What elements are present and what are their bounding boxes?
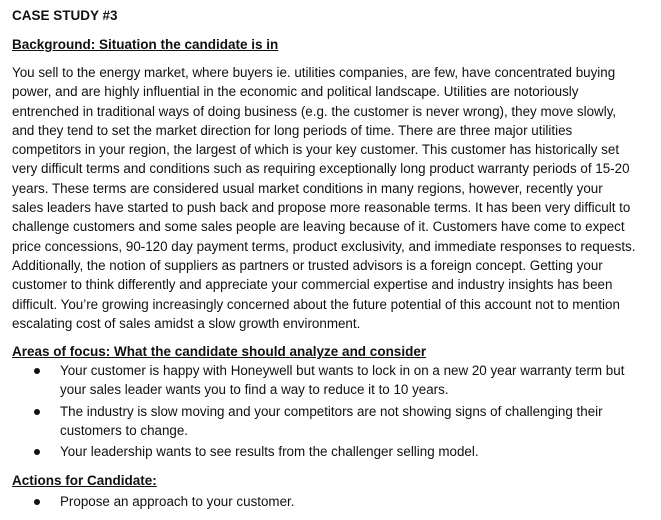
- focus-bullet-item: [12, 402, 637, 441]
- areas-of-focus-list: [12, 361, 637, 461]
- focus-bullet-item: [12, 442, 637, 461]
- bullet-icon: [34, 368, 40, 374]
- background-paragraph: You sell to the energy market, where buyers ie. utilities companies, are few, have concentrated buying power, and are highly influential in the economic and political landscape. Utilities are notoriously entrenched in traditional ways of doing business (e.g. the customer is never wrong), they move slowly, and they tend to set the market direction for long periods of time. There are three major utilities competitors in your region, the largest of which is your key customer. This customer has historically set very difficult terms and conditions such as requiring exceptionally long product warranty periods of 15-20 years. These terms are considered usual market conditions in many regions, however, recently your sales leaders have started to push back and propose more reasonable terms. It has been very difficult to challenge customers and some sales people are leaving because of it. Customers have come to expect price concessions, 90-120 day payment terms, product exclusivity, and immediate responses to requests. Additionally, the notion of suppliers as partners or trusted advisors is a foreign concept. Getting your customer to think differently and appreciate your commercial expertise and industry insights has been difficult. You’re growing increasingly concerned about the future potential of this account not to mention escalating cost of sales amidst a slow growth environment.: [12, 65, 636, 331]
- bullet-icon: [34, 409, 40, 415]
- actions-heading: Actions for Candidate:: [12, 472, 157, 488]
- focus-bullet-text: The industry is slow moving and your competitors are not showing signs of challenging their customers to change.: [60, 403, 603, 439]
- focus-bullet-text: Your customer is happy with Honeywell but wants to lock in on a new 20 year warranty term but your sales leader wants you to find a way to reduce it to 10 years.: [60, 363, 625, 398]
- areas-of-focus-heading: Areas of focus: What the candidate should analyze and consider: [12, 344, 427, 360]
- actions-list: [12, 492, 637, 511]
- bullet-icon: [34, 499, 40, 505]
- focus-bullet-text: Your leadership wants to see results from the challenger selling model.: [60, 444, 479, 460]
- action-bullet-item: [12, 492, 637, 511]
- case-study-document: [12, 6, 637, 513]
- background-heading: Background: Situation the candidate is in: [12, 37, 279, 52]
- focus-bullet-item: [12, 361, 637, 400]
- case-study-title: CASE STUDY #3: [12, 8, 118, 23]
- action-bullet-text: Propose an approach to your customer.: [60, 493, 295, 509]
- bullet-icon: [34, 449, 40, 455]
